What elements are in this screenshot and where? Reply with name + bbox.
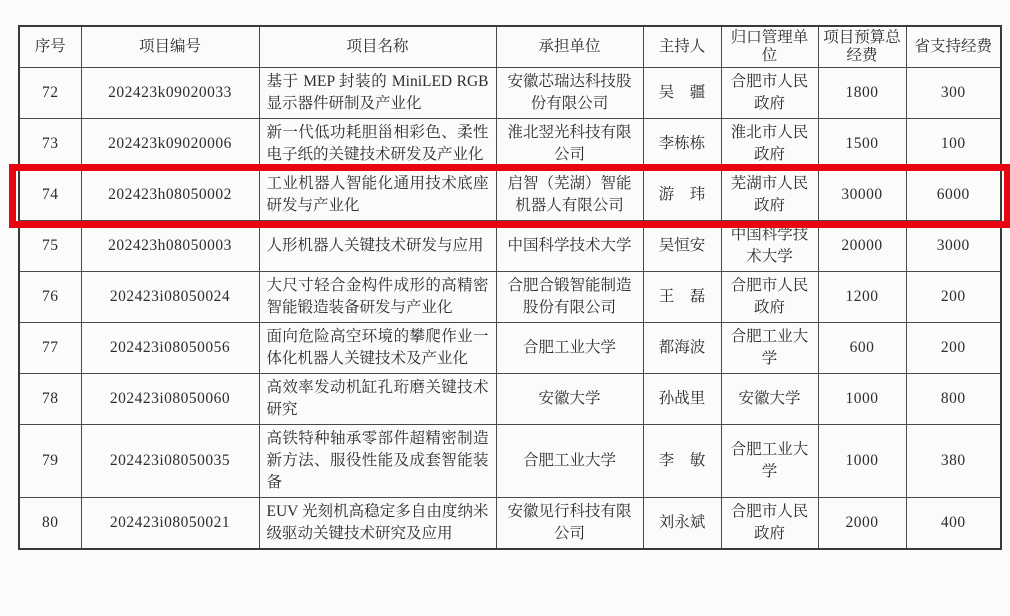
col-header-authority: 归口管理单位 [721, 26, 818, 68]
code-cell: 202423h08050003 [81, 221, 259, 272]
org-cell: 安徽见行科技有限公司 [496, 498, 643, 550]
seq-cell: 80 [19, 498, 81, 550]
authority-cell: 合肥市人民政府 [721, 498, 818, 550]
col-header-code: 项目编号 [81, 26, 259, 68]
seq-cell: 73 [19, 119, 81, 170]
name-cell: 大尺寸轻合金构件成形的高精密智能锻造装备研发与产业化 [259, 272, 496, 323]
org-cell: 启智（芜湖）智能机器人有限公司 [496, 170, 643, 221]
table-row [19, 425, 1001, 498]
org-cell: 淮北翌光科技有限公司 [496, 119, 643, 170]
col-header-leader: 主持人 [643, 26, 721, 68]
seq-cell: 77 [19, 323, 81, 374]
support-cell: 6000 [906, 170, 1001, 221]
authority-cell: 安徽大学 [721, 374, 818, 425]
budget-cell: 1000 [818, 374, 906, 425]
col-header-budget: 项目预算总经费 [818, 26, 906, 68]
org-cell: 安徽大学 [496, 374, 643, 425]
table-header-row [19, 26, 1001, 68]
support-cell: 400 [906, 498, 1001, 550]
support-cell: 380 [906, 425, 1001, 498]
leader-cell: 李栋栋 [643, 119, 721, 170]
org-cell: 中国科学技术大学 [496, 221, 643, 272]
support-cell: 200 [906, 272, 1001, 323]
leader-cell: 吴恒安 [643, 221, 721, 272]
leader-cell: 王 磊 [643, 272, 721, 323]
budget-cell: 1000 [818, 425, 906, 498]
leader-cell: 李 敏 [643, 425, 721, 498]
code-cell: 202423i08050035 [81, 425, 259, 498]
code-cell: 202423i08050024 [81, 272, 259, 323]
name-cell: 面向危险高空环境的攀爬作业一体化机器人关键技术及产业化 [259, 323, 496, 374]
seq-cell: 78 [19, 374, 81, 425]
table-row [19, 68, 1001, 119]
name-cell: EUV 光刻机高稳定多自由度纳米级驱动关键技术研究及应用 [259, 498, 496, 550]
budget-cell: 1800 [818, 68, 906, 119]
support-cell: 300 [906, 68, 1001, 119]
authority-cell: 合肥工业大学 [721, 425, 818, 498]
authority-cell: 合肥市人民政府 [721, 68, 818, 119]
seq-cell: 79 [19, 425, 81, 498]
name-cell: 人形机器人关键技术研发与应用 [259, 221, 496, 272]
seq-cell: 72 [19, 68, 81, 119]
org-cell: 合肥工业大学 [496, 323, 643, 374]
code-cell: 202423i08050056 [81, 323, 259, 374]
col-header-name: 项目名称 [259, 26, 496, 68]
authority-cell: 合肥工业大学 [721, 323, 818, 374]
authority-cell: 合肥市人民政府 [721, 272, 818, 323]
leader-cell: 刘永斌 [643, 498, 721, 550]
leader-cell: 孙战里 [643, 374, 721, 425]
org-cell: 合肥合锻智能制造股份有限公司 [496, 272, 643, 323]
budget-cell: 30000 [818, 170, 906, 221]
table-row [19, 374, 1001, 425]
leader-cell: 都海波 [643, 323, 721, 374]
code-cell: 202423k09020033 [81, 68, 259, 119]
budget-cell: 1500 [818, 119, 906, 170]
code-cell: 202423k09020006 [81, 119, 259, 170]
table-row [19, 221, 1001, 272]
budget-cell: 20000 [818, 221, 906, 272]
budget-cell: 1200 [818, 272, 906, 323]
budget-cell: 2000 [818, 498, 906, 550]
code-cell: 202423i08050060 [81, 374, 259, 425]
leader-cell: 游 玮 [643, 170, 721, 221]
col-header-org: 承担单位 [496, 26, 643, 68]
name-cell: 基于 MEP 封装的 MiniLED RGB 显示器件研制及产业化 [259, 68, 496, 119]
seq-cell: 75 [19, 221, 81, 272]
name-cell: 高效率发动机缸孔珩磨关键技术研究 [259, 374, 496, 425]
code-cell: 202423h08050002 [81, 170, 259, 221]
org-cell: 合肥工业大学 [496, 425, 643, 498]
authority-cell: 芜湖市人民政府 [721, 170, 818, 221]
table-row [19, 323, 1001, 374]
support-cell: 100 [906, 119, 1001, 170]
table-row-highlighted [19, 170, 1001, 221]
table-row [19, 119, 1001, 170]
code-cell: 202423i08050021 [81, 498, 259, 550]
project-funding-table [18, 25, 1002, 550]
support-cell: 200 [906, 323, 1001, 374]
support-cell: 3000 [906, 221, 1001, 272]
org-cell: 安徽芯瑞达科技股份有限公司 [496, 68, 643, 119]
authority-cell: 淮北市人民政府 [721, 119, 818, 170]
authority-cell: 中国科学技术大学 [721, 221, 818, 272]
col-header-seq: 序号 [19, 26, 81, 68]
budget-cell: 600 [818, 323, 906, 374]
name-cell: 高铁特种轴承零部件超精密制造新方法、服役性能及成套智能装备 [259, 425, 496, 498]
name-cell: 新一代低功耗胆甾相彩色、柔性电子纸的关键技术研发及产业化 [259, 119, 496, 170]
table-row [19, 272, 1001, 323]
leader-cell: 吴 疆 [643, 68, 721, 119]
seq-cell: 76 [19, 272, 81, 323]
support-cell: 800 [906, 374, 1001, 425]
table-row [19, 498, 1001, 550]
col-header-support: 省支持经费 [906, 26, 1001, 68]
seq-cell: 74 [19, 170, 81, 221]
name-cell: 工业机器人智能化通用技术底座研发与产业化 [259, 170, 496, 221]
